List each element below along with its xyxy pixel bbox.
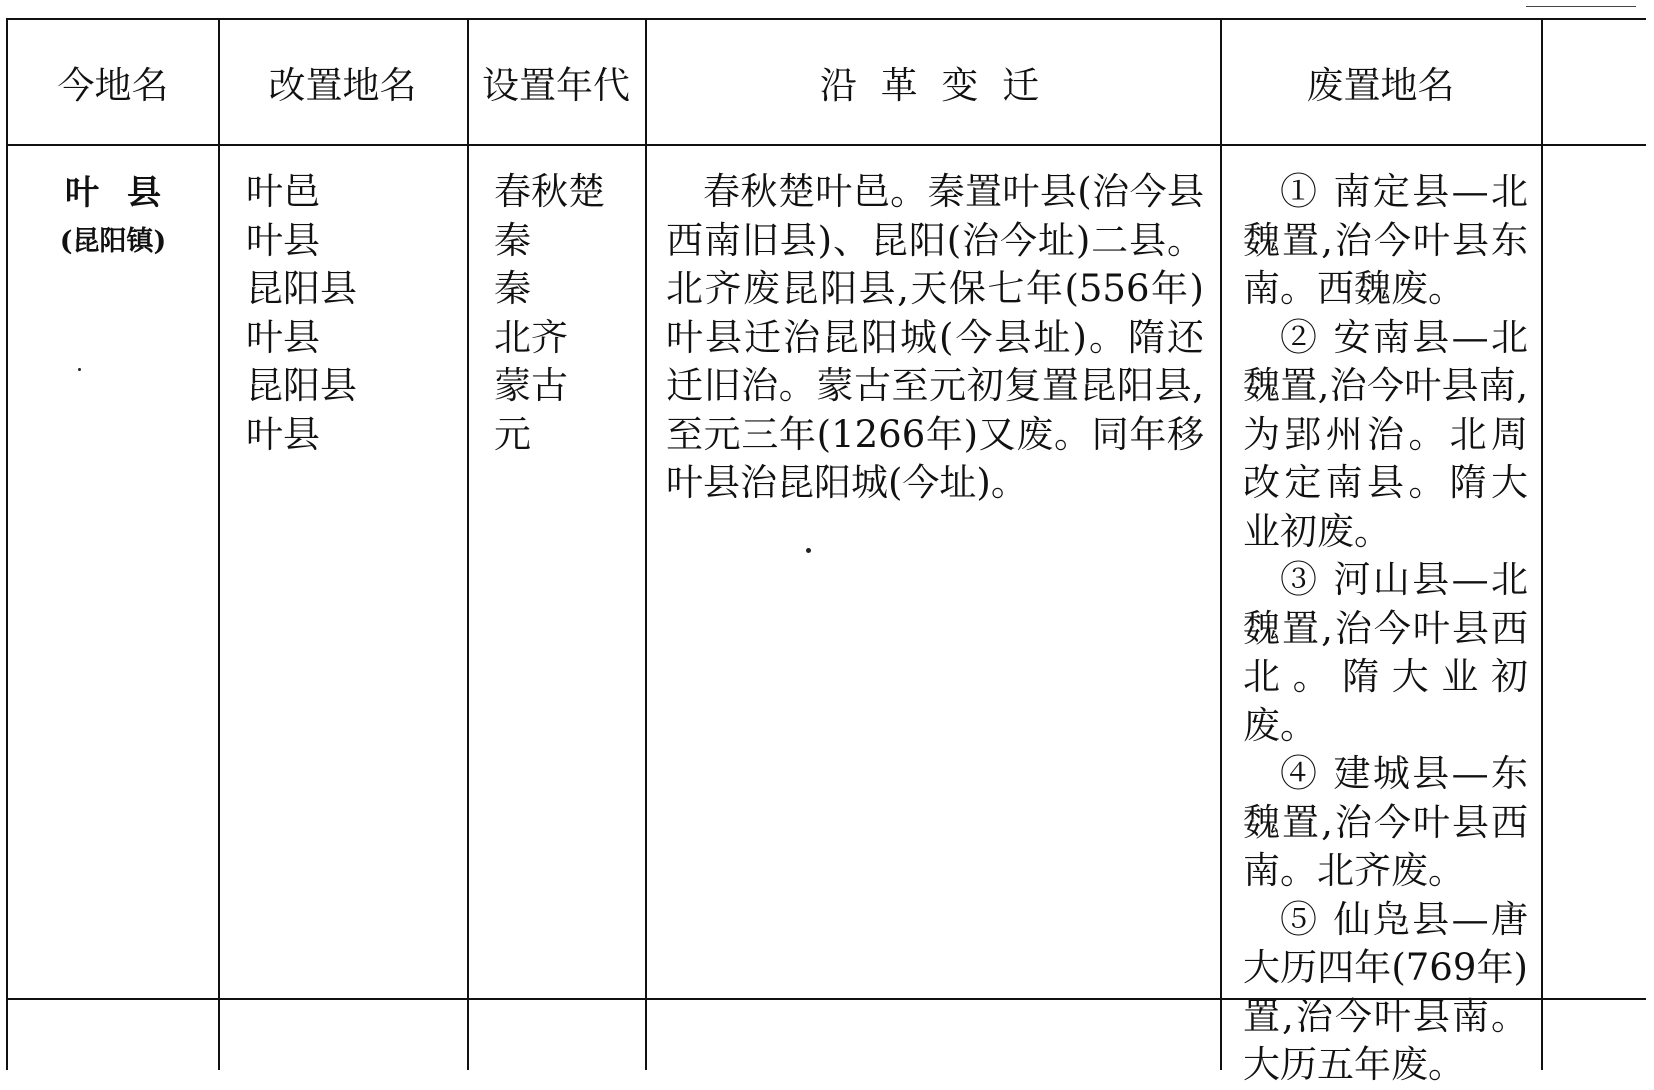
header-abolished: 废置地名 [1306,64,1455,107]
column-divider [1541,20,1543,1070]
abolished-list [1243,168,1528,1090]
renamed-item: 昆阳县 [246,267,357,310]
renamed-item: 叶邑 [246,170,320,213]
history-text: 春秋楚叶邑。秦置叶县(治今县西南旧县)、昆阳(治今址)二县。北齐废昆阳县,天保七年(556年)叶县迁治昆阳城(今县址)。隋还迁旧治。蒙古至元初复置昆阳县,至元三年(1266年)又废。同年移叶县治昆阳城(今址)。 [666,170,1204,504]
scan-speck [78,368,81,371]
current-name-cell [8,168,218,266]
era-item: 蒙古 [494,364,568,407]
era-item: 秦 [494,218,531,262]
column-divider [218,20,220,1070]
header-history: 沿 革 变 迁 [819,64,1046,107]
header-divider [8,144,1646,146]
header-renamed: 改置地名 [268,64,417,107]
column-divider [645,20,647,1070]
renamed-item: 叶县 [246,218,320,262]
era-list [494,168,644,459]
page-edge-mark [1526,2,1636,12]
header-era: 设置年代 [482,64,630,107]
column-divider [1220,20,1222,1070]
gazetteer-table [6,18,1646,1086]
abolished-item: ⑤ 仙凫县—唐大历四年(769年)置,治今叶县南。大历五年废。 [1243,897,1528,1086]
era-item: 秦 [494,267,531,310]
era-item: 北齐 [494,315,568,359]
renamed-list [246,168,456,459]
renamed-item: 叶县 [246,412,320,456]
renamed-item: 叶县 [246,315,320,359]
abolished-item: ③ 河山县—北魏置,治今叶县西北。隋大业初废。 [1243,558,1528,747]
renamed-item: 昆阳县 [246,364,357,407]
abolished-item: ② 安南县—北魏置,治今叶县南,为郢州治。北周改定南县。隋大业初废。 [1243,315,1528,553]
column-divider [467,20,469,1070]
scan-speck [806,548,811,553]
current-name-note: (昆阳镇) [59,226,167,257]
current-name: 叶县 [65,173,189,213]
abolished-item: ④ 建城县—东魏置,治今叶县西南。北齐废。 [1243,752,1528,892]
header-current-name: 今地名 [57,64,169,107]
era-item: 元 [494,412,531,456]
abolished-item: ① 南定县—北魏置,治今叶县东南。西魏废。 [1243,170,1528,310]
era-item: 春秋楚 [494,170,605,213]
